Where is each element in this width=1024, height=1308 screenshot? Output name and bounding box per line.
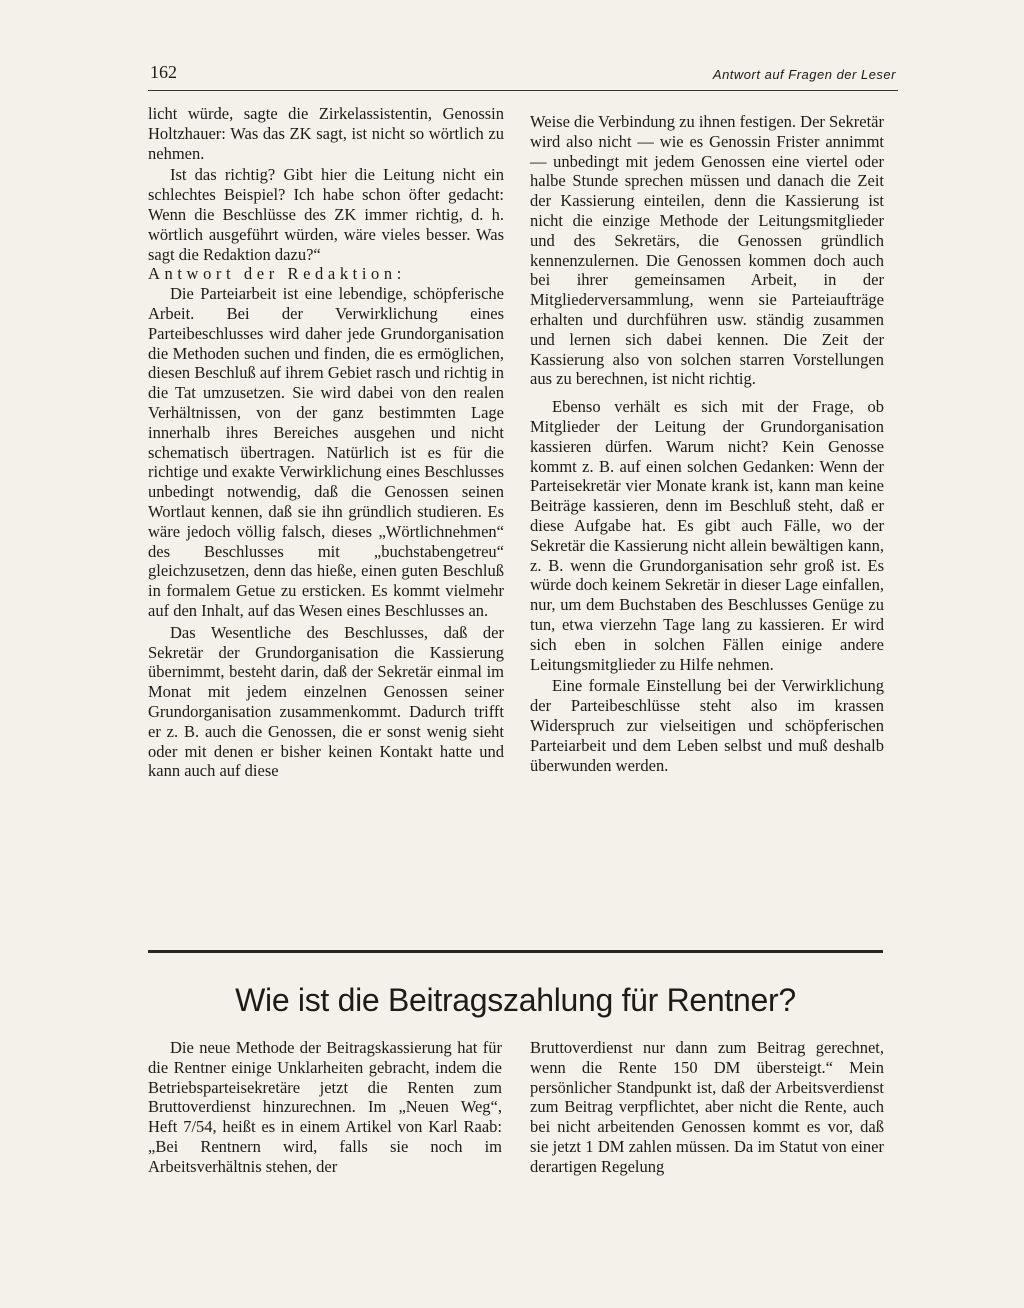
paragraph: Weise die Verbindung zu ihnen festigen. Der Sekretär wird also nicht — wie es Genossin Frister annimmt — unbedingt mit jedem Genossen eine viertel oder halbe Stunde sprechen müssen und danach die Zeit der Kassierung einteilen, denn die Kassierung ist nicht die einzige Methode der Leitungsmitglieder und des Sekretärs, die Genossen gründlich kennenzulernen. Die Genossen kommen doch auch bei ihrer gemeinsamen Arbeit, in der Mitgliederversammlung, wenn sie Parteiaufträge erhalten und durchführen usw. ständig zusammen und lernen sich dabei kennen. Die Zeit der Kassierung also von solchen starren Vorstellungen aus zu berechnen, ist nicht richtig. <box>530 112 884 389</box>
section-heading: Antwort der Redaktion: <box>148 264 406 284</box>
article-title: Wie ist die Beitragszahlung für Rentner? <box>235 982 796 1018</box>
column-left-top <box>148 104 504 781</box>
paragraph: Die Parteiarbeit ist eine lebendige, schöpferische Arbeit. Bei der Verwirklichung eines Parteibeschlusses wird daher jede Grundorganisation die Methoden suchen und finden, die es ermöglichen, diesen Beschluß auf ihrem Gebiet rasch und richtig in die Tat umzusetzen. Sie wird dabei von den realen Verhältnissen, von der ganz bestimmten Lage innerhalb ihres Bereiches ausgehen und nicht schematisch übertragen. Natürlich ist es für die richtige und exakte Verwirklichung eines Beschlusses unbedingt notwendig, daß die Genossen seinen Wortlaut kennen, daß sie ihn gründlich studieren. Es wäre jedoch völlig falsch, dieses „Wörtlichnehmen“ des Beschlusses mit „buchstabengetreu“ gleichzusetzen, denn das hieße, einen guten Beschluß in formalem Getue zu ersticken. Es kommt vielmehr auf den Inhalt, auf das Wesen eines Beschlusses an. <box>148 284 504 620</box>
page-header <box>148 60 898 91</box>
paragraph: Ist das richtig? Gibt hier die Leitung nicht ein schlechtes Beispiel? Ich habe schon öfter gedacht: Wenn die Beschlüsse des ZK immer richtig, d. h. wörtlich ausgeführt würden, wäre vieles besser. Was sagt die Redaktion dazu?“ <box>148 165 504 264</box>
running-head: Antwort auf Fragen der Leser <box>712 67 896 82</box>
paragraph: licht würde, sagte die Zirkelassistentin, Genossin Holtzhauer: Was das ZK sagt, ist nicht so wörtlich zu nehmen. <box>148 104 504 163</box>
column-left-bottom <box>148 1038 502 1177</box>
paragraph: Ebenso verhält es sich mit der Frage, ob Mitglieder der Leitung der Grundorganisation kassieren dürfen. Warum nicht? Kein Genosse kommt z. B. auf einen solchen Gedanken: Wenn der Parteisekretär vier Monate krank ist, kann man keine Beiträge kassieren, denn im Beschluß steht, daß er diese Aufgabe hat. Es gibt auch Fälle, wo der Sekretär die Kassierung nicht allein bewältigen kann, z. B. wenn die Grundorganisation sehr groß ist. Es würde doch keinem Sekretär in dieser Lage einfallen, nur, um dem Buchstaben des Beschlusses Genüge zu tun, etwa vierzehn Tage lang zu kassieren. Er wird sich eben in solchen Fällen einige andere Leitungsmitglieder zu Hilfe nehmen. <box>530 397 884 674</box>
page-number: 162 <box>150 62 177 82</box>
column-right-top <box>530 112 884 775</box>
paragraph: Das Wesentliche des Beschlusses, daß der Sekretär der Grundorganisation die Kassierung übernimmt, besteht darin, daß der Sekretär einmal im Monat mit jedem einzelnen Genossen seiner Grundorganisation zusammenkommt. Dadurch trifft er z. B. auch die Genossen, die er sonst wenig sieht oder mit denen er bisher keinen Kontakt hatte und kann auch auf diese <box>148 622 504 781</box>
paragraph: Die neue Methode der Beitragskassierung hat für die Rentner einige Unklarheiten gebracht, indem die Betriebsparteisekretäre jetzt die Renten zum Bruttoverdienst hinzurechnen. Im „Neuen Weg“, Heft 7/54, heißt es in einem Artikel von Karl Raab: „Bei Rentnern wird, falls sie noch im Arbeitsverhältnis stehen, der <box>148 1038 502 1176</box>
column-right-bottom <box>530 1038 884 1177</box>
paragraph: Eine formale Einstellung bei der Verwirklichung der Parteibeschlüsse steht also im krassen Widerspruch zur vielseitigen und schöpferischen Parteiarbeit und dem Leben selbst und muß deshalb überwunden werden. <box>530 676 884 775</box>
paragraph: Bruttoverdienst nur dann zum Beitrag gerechnet, wenn die Rente 150 DM übersteigt.“ Mein persönlicher Standpunkt ist, daß der Arbeitsverdienst zum Beitrag verpflichtet, aber nicht die Rente, auch bei nicht arbeitenden Genossen kommt es vor, daß sie jetzt 1 DM zahlen müssen. Da im Statut von einer derartigen Regelung <box>530 1038 884 1176</box>
section-divider <box>148 950 883 953</box>
